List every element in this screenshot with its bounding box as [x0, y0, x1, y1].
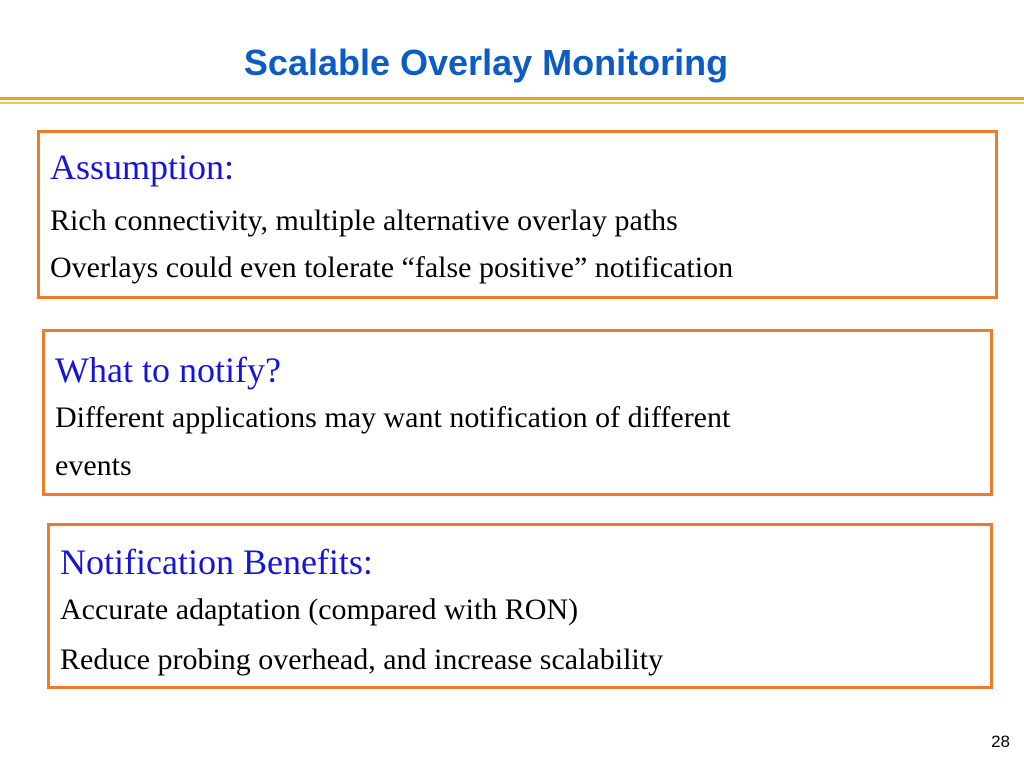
notification-benefits-box [47, 523, 993, 689]
title-divider [0, 97, 1024, 106]
assumption-heading: Assumption: [50, 147, 235, 187]
what-to-notify-line-2: events [55, 449, 132, 482]
assumption-line-1: Rich connectivity, multiple alternative overlay paths [50, 204, 678, 237]
what-to-notify-box [42, 329, 993, 496]
page-number: 28 [991, 732, 1010, 751]
assumption-box [37, 130, 998, 299]
assumption-line-2: Overlays could even tolerate “false positive” notification [50, 251, 734, 284]
what-to-notify-line-1: Different applications may want notification of different [55, 401, 731, 434]
slide-title: Scalable Overlay Monitoring [243, 42, 729, 83]
title-divider-line-bottom [0, 102, 1024, 104]
notification-benefits-heading: Notification Benefits: [60, 542, 373, 582]
what-to-notify-heading: What to notify? [55, 350, 281, 390]
notification-benefits-line-1: Accurate adaptation (compared with RON) [60, 593, 579, 626]
notification-benefits-line-2: Reduce probing overhead, and increase scalability [60, 643, 664, 676]
title-divider-line-top [0, 97, 1024, 100]
